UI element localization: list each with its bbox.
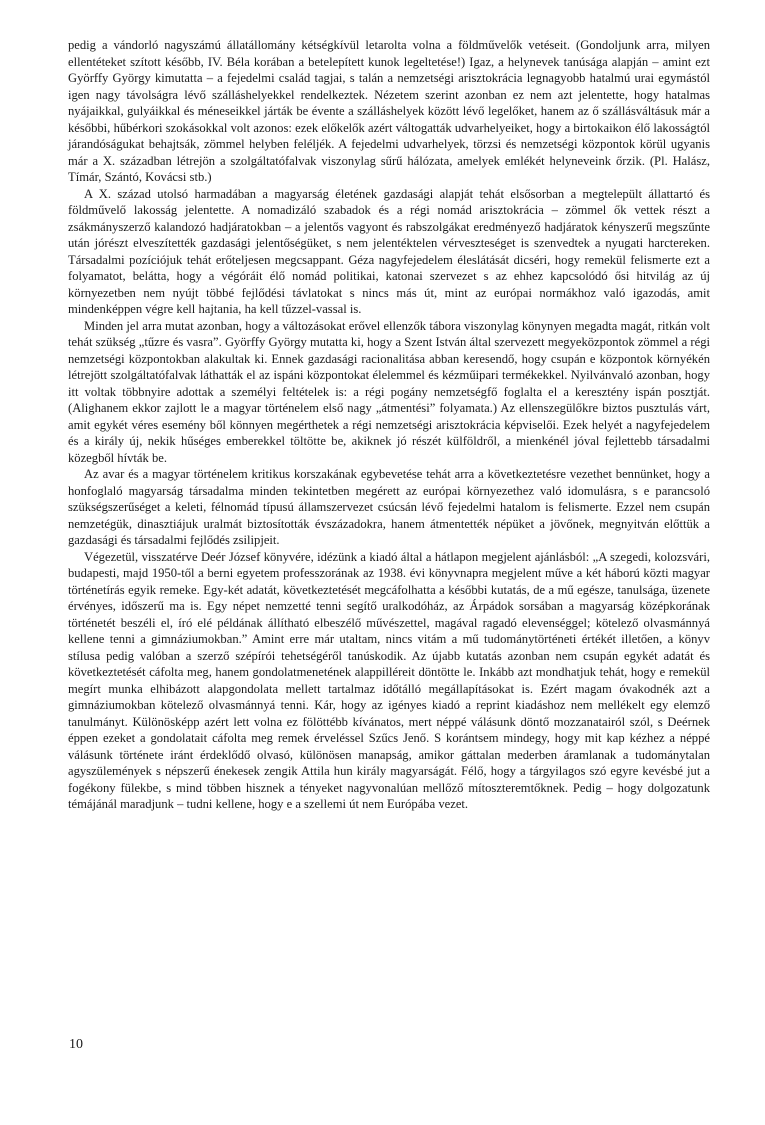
paragraph-1: pedig a vándorló nagyszámú állatállomány kétségkívül letarolta volna a földművelők vetéseit. (Gondoljunk arra, milyen ellentéteket szított később, IV. Béla korában a betelepített kunok legeltetése!) Igaz, a helynevek tanúsága alapján – amint ezt Györffy György kimutatta – a fejedelmi család tagjai, s talán a nemzetségi arisztokrácia legnagyobb hatalmú urai egymástól igen nagy távolságra lévő szálláshelyekkel rendelkeztek. Nézetem szerint azonban ez nem azt jelentette, hogy hatalmas nyájaikkal, gulyáikkal és méneseikkel járták be évente a szálláshelyek között lévő legelőket, hanem az ő szállásváltásuk már a későbbi, hűbérkori szokásokkal volt azonos: ezek előkelők azért váltogatták udvarhelyeiket, hogy a birtokaikon élő lakosságtól járandóságukat behajtsák, zömmel helyben feléljék. A fejedelmi udvarhelyek, törzsi és nemzetségi központok körül ugyanis már a X. században létrejön a szolgáltatófalvak viszonylag sűrű hálózata, amelyek emlékét helyneveink őrzik. (Pl. Halász, Tímár, Szántó, Kovácsi stb.) [68, 38, 710, 184]
page-body [68, 37, 710, 813]
paragraph-5: Végezetül, visszatérve Deér József könyvére, idézünk a kiadó által a hátlapon megjelent ajánlásból: „A szegedi, kolozsvári, budapesti, majd 1950-től a berni egyetem professzorának az 1938. évi könyvnapra megjelent műve a két háború közti magyar történetírás egyik remeke. Egy-két adatát, következtetését megcáfolhatta a későbbi kutatás, de a mű egésze, tanulsága, üzenete érvényes, időszerű ma is. Egy népet nemzetté tenni segítő uralkodóház, az Árpádok sorsában a magyarság középkorának történetét beszéli el, író elé példának állítható elbeszélő művészettel, magával ragadó elevenséggel; kötelező olvasmánnyá kellene tenni a gimnáziumokban.” Amint erre már utaltam, nincs vitám a mű tudománytörténeti értékét illetően, a könyv stílusa pedig valóban a szerző szépírói tehetségéről tanúskodik. Az újabb kutatás azonban nem csupán egykét adatát és következtetését cáfolta meg, hanem gondolatmenetének alappilléreit döntötte le. Inkább azt mondhatjuk tehát, hogy e remekül megírt munka elhibázott alapgondolata mellett tartalmaz időtálló megállapításokat is. Ezért magam óvakodnék azt a gimnáziumokban kötelező olvasmánnyá tenni. Kár, hogy az igényes kiadó a reprint kiadáshoz nem mellékelt egy elemző tanulmányt. Különösképp azért lett volna ez fölöttébb kívánatos, mert néppé válásunk döntő mozzanatairól szól, s Deérnek éppen ezeket a gondolatait cáfolta meg remek érveléssel Szűcs Jenő. S korántsem mindegy, hogy mit kap kézhez a néppé válásunk története iránt érdeklődő olvasó, különösen manapság, amikor gáttalan mederben áramlanak a tudománytalan agyszülemények s népszerű énekesek zengik Attila hun király magyarságát. Félő, hogy a tárgyilagos szó egyre kevésbé jut a fogékony fülekbe, s mind többen hisznek a tényeket nagyvonalúan mellőző mítoszteremtőknek. Pedig – hogy dolgozatunk témájánál maradjunk – tudni kellene, hogy e a szellemi út nem Európába vezet. [68, 549, 710, 811]
page-number: 10 [69, 1037, 83, 1052]
paragraph-4: Az avar és a magyar történelem kritikus korszakának egybevetése tehát arra a következtetésre vezethet bennünket, hogy a honfoglaló magyarság társadalma minden tekintetben megérett az európai környezethez való idomulásra, s e parancsoló szükségszerűséget a keleti, félnomád típusú államszervezet csúcsán lévő fejedelmi hatalom is felismerte. Ezzel nem csupán nemzetégük, dinasztiájuk uralmát biztosították évszázadokra, hanem átmentették népüket a jövőnek, megnyitván előttük a gazdasági és társadalmi fejlődés zsilipjeit. [68, 467, 710, 547]
paragraph-3: Minden jel arra mutat azonban, hogy a változásokat erővel ellenzők tábora viszonylag könynyen megadta magát, ritkán volt tehát szükség „tűzre és vasra”. Györffy György mutatta ki, hogy a Szent István által szervezett megyeközpontok zömmel a régi nemzetségi központokban alakultak ki. Ennek gazdasági racionalitása abban keresendő, hogy csupán e központok környékén létrejött szolgáltatófalvak láthatták el az ispáni központokat élelemmel és kézműipari termékekkel. Nyilvánvaló azonban, hogy itt voltak többnyire adottak a személyi feltételek is: a régi pogány nemzetségfő foglalta el a keresztény ispán posztját. (Alighanem ekkor zajlott le a magyar történelem első nagy „átmentési” folyamata.) Az ellenszegülőkre biztos pusztulás várt, amit egykét véres esemény ből könnyen megérthetek a régi nemzetségi arisztokrácia képviselői. Ezek helyét a nagyfejedelem és a király új, nekik hűséges emberekkel töltötte be, akiknek jó részét külföldről, a mienkénél jóval fejlettebb társadalmi közegből hívták be. [68, 318, 710, 465]
paragraph-2: A X. század utolsó harmadában a magyarság életének gazdasági alapját tehát elsősorban a megtelepült állattartó és földművelő lakosság jelentette. A nomadizáló szabadok és a régi nomád arisztokrácia – zömmel ők vettek részt a zsákmányszerző kalandozó hadjáratokban – a jelentős vagyont és rabszolgákat eredményező hadjáratok kényszerű megszűnte után jórészt elveszítették gazdasági jelentőségüket, s nem jelentéktelen vérveszteséget is szenvedtek a nyugati harctereken. Társadalmi pozíciójuk tehát erőteljesen megcsappant. Géza nagyfejedelem éleslátását dicséri, hogy remekül felismerte ezt a folyamatot, belátta, hogy a végóráit élő nomád politikai, katonai szervezet s az ehhez kapcsolódó ősi hitvilág az új környezetben nem nyújt többé fejlődési távlatokat s nincs más út, mint az európai normákhoz való igazodás, amit mindenképpen végre kell hajtania, ha kell tűzzel-vassal is. [68, 186, 710, 316]
